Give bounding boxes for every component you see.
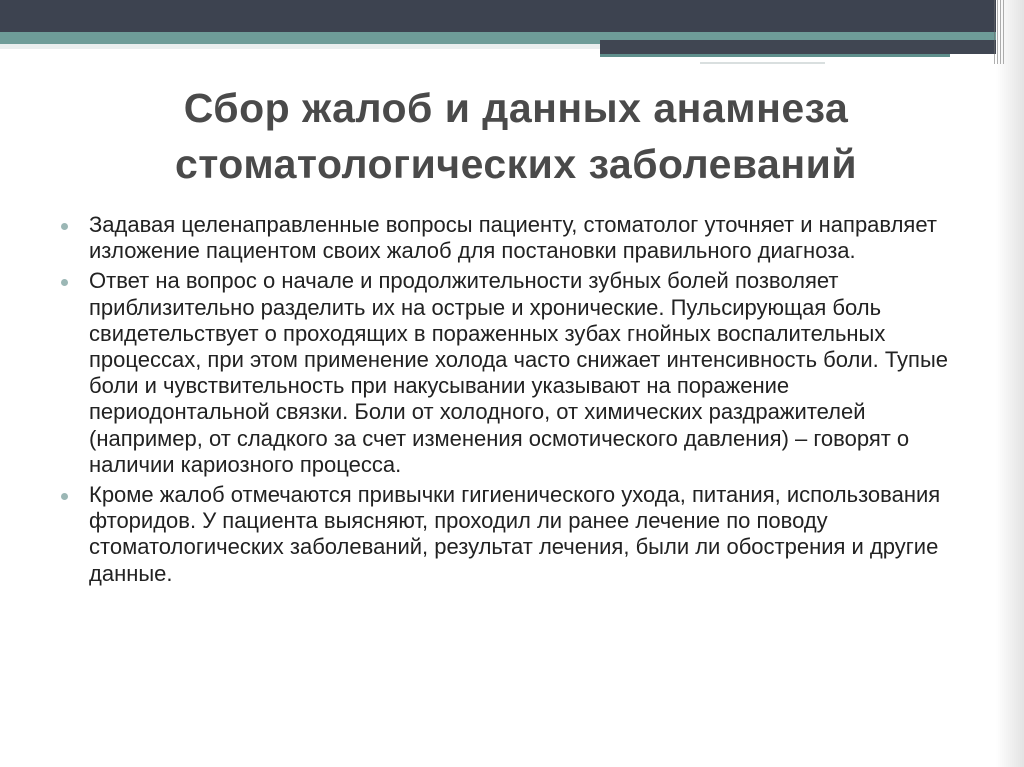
page-edge-shadow	[996, 0, 1024, 767]
slide-title: Сбор жалоб и данных анамнеза стоматологических заболеваний	[174, 85, 858, 187]
bullet-item	[61, 268, 965, 478]
header-accent-line	[600, 54, 950, 57]
header-dark-band	[0, 0, 1024, 32]
header-dark-block	[600, 40, 1024, 54]
bullet-text: Задавая целенаправленные вопросы пациенту, стоматолог уточняет и направляет изложение пациентом своих жалоб для постановки правильного диагноза.	[89, 212, 937, 264]
bullet-text: Ответ на вопрос о начале и продолжительности зубных болей позволяет приблизительно разделить их на острые и хронические. Пульсирующая боль свидетельствует о проходящих в пораженных зубах гнойных воспалительных процессах, при этом применение холода часто снижает интенсивность боли. Тупые боли и чувствительность при накусывании указывают на поражение периодонтальной связки. Боли от холодного, от химических раздражителей (например, от сладкого за счет изменения осмотического давления) – говорят о наличии кариозного процесса.	[89, 268, 949, 477]
bullet-text: Кроме жалоб отмечаются привычки гигиенического ухода, питания, использования фторидов. У пациента выясняют, проходил ли ранее лечение по поводу стоматологических заболеваний, результат лечения, были ли обострения и другие данные.	[89, 482, 941, 586]
page-edge-stripes	[994, 0, 1006, 64]
bullet-item	[61, 482, 965, 587]
bullet-dot-icon	[61, 223, 68, 230]
bullet-item	[61, 212, 965, 264]
bullet-dot-icon	[61, 279, 68, 286]
header-thin-line	[700, 62, 825, 64]
bullet-list	[61, 212, 965, 591]
bullet-dot-icon	[61, 493, 68, 500]
header-light-band	[0, 44, 600, 49]
